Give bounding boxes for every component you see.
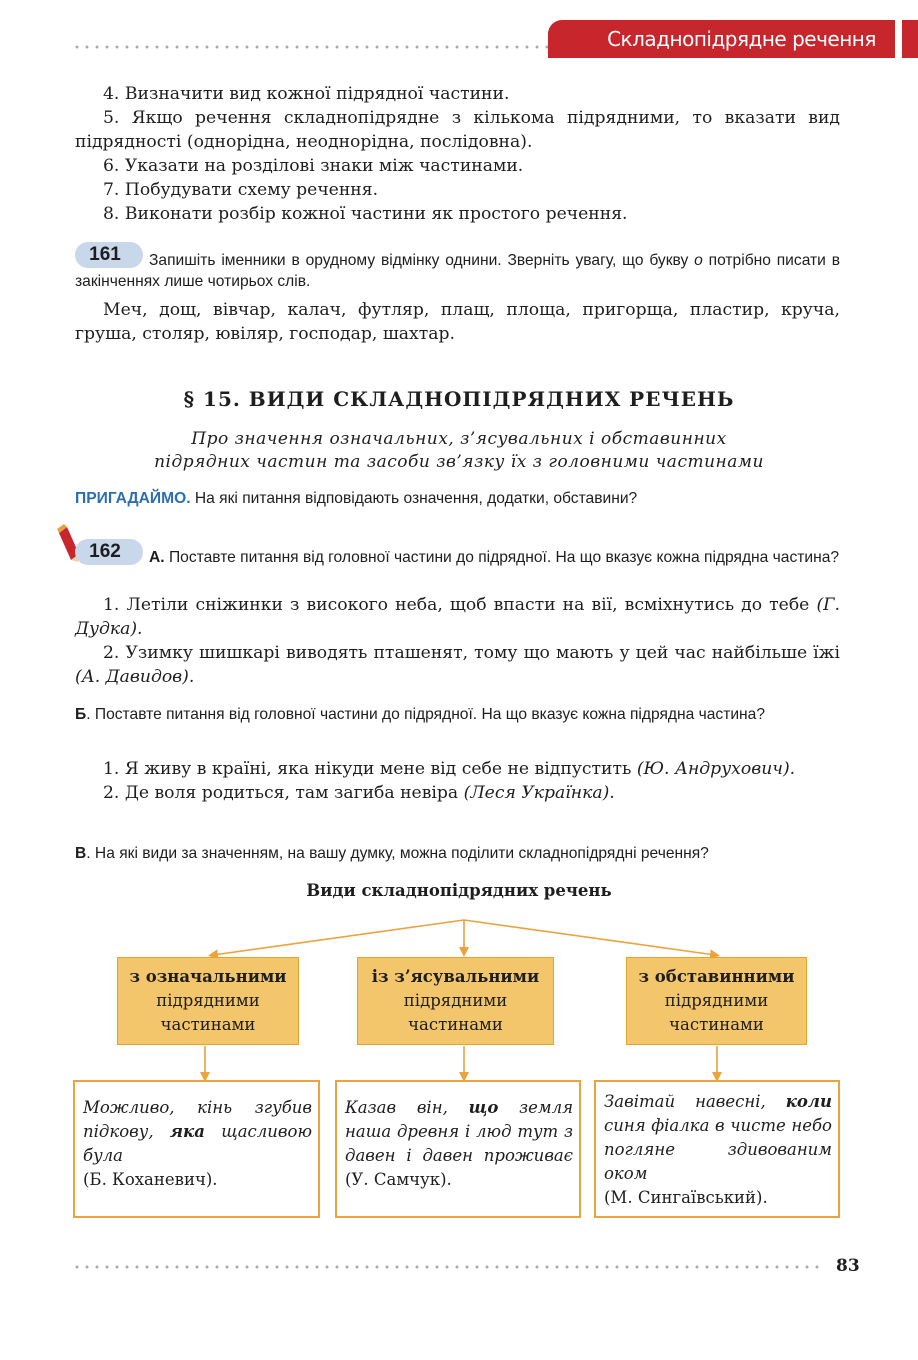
subtitle-line: Про значення означальних, з’ясувальних і обставинних	[191, 429, 727, 449]
page-number: 83	[836, 1256, 860, 1276]
category-box-adverbial: з обставинними підрядними частинами	[626, 957, 807, 1045]
step-item: 7. Побудувати схему речення.	[103, 180, 379, 200]
example-sentence: 2. Де воля родиться, там загиба невіра (Леся Українка).	[103, 783, 615, 803]
part-a-instruction: Поставте питання від головної частини до підрядної. На що вказує кожна підрядна частина?	[168, 549, 840, 566]
example-author: (М. Сингаївський).	[604, 1188, 768, 1207]
category-box-attributive: з означальними підрядними частинами	[117, 957, 299, 1045]
part-c-instruction: . На які види за значенням, на вашу думку, можна поділити складнопідрядні речення?	[86, 845, 709, 862]
conjunction: коли	[785, 1092, 832, 1111]
sentence-author: (А. Давидов).	[75, 667, 195, 687]
footer-dotted-rule	[72, 1265, 824, 1269]
conjunction: що	[468, 1098, 499, 1117]
example-sentence: 1. Летіли сніжинки з високого неба, щоб впасти на вії, всміхнутись до тебе (Г. Дудка).	[75, 595, 840, 639]
recall-question: На які питання відповідають означення, додатки, обставини?	[194, 490, 638, 507]
recall-keyword: ПРИГАДАЙМО.	[75, 490, 191, 507]
example-sentence: 2. Узимку шишкарі виводять пташенят, тому що мають у цей час найбільше їжі (А. Давидов).	[75, 643, 840, 687]
part-a-label: А.	[149, 549, 165, 566]
task-letter: о	[694, 252, 703, 269]
part-c-label: В	[75, 845, 87, 862]
step-item: 6. Указати на розділові знаки між частинами.	[103, 156, 524, 176]
part-b-label: Б	[75, 706, 87, 723]
example-author: (У. Самчук).	[345, 1170, 452, 1189]
header-title: Складнопідрядне речення	[607, 27, 876, 51]
sentence-author: (Г. Дудка).	[75, 595, 840, 639]
diagram-title: Види складнопідрядних речень	[306, 881, 612, 900]
section-title: § 15. ВИДИ СКЛАДНОПІДРЯДНИХ РЕЧЕНЬ	[183, 387, 735, 411]
example-sentence: 1. Я живу в країні, яка нікуди мене від себе не відпустить (Ю. Андрухович).	[103, 759, 796, 779]
task-instruction: Запишіть іменники в орудному відмінку однини. Зверніть увагу, що букву	[149, 252, 695, 269]
category-box-explanatory: із з’ясувальними підрядними частинами	[357, 957, 554, 1045]
step-item: 8. Виконати розбір кожної частини як простого речення.	[103, 204, 628, 224]
task-instruction-cont: потрібно писати в закінченнях лише чотирьох слів.	[75, 252, 840, 290]
example-box-explanatory: Казав він, що земля наша древня і люд тут з давен і давен проживає (У. Самчук).	[335, 1080, 581, 1218]
step-item: 4. Визначити вид кожної підрядної частини.	[103, 84, 510, 104]
part-b-instruction: . Поставте питання від головної частини до підрядної. На що вказує кожна підрядна частина?	[86, 706, 766, 723]
example-box-adverbial: Завітай навесні, коли синя фіалка в чисте небо погляне здивованим оком (М. Сингаївський).	[594, 1080, 840, 1218]
task-number: 161	[89, 244, 121, 265]
task-number: 162	[89, 541, 121, 562]
connector-right	[464, 920, 715, 955]
example-author: (Б. Коханевич).	[83, 1170, 218, 1189]
example-box-attributive: Можливо, кінь згубив підкову, яка щасливою була (Б. Коханевич).	[73, 1080, 320, 1218]
sentence-author: (Ю. Андрухович).	[636, 759, 796, 779]
step-item: 5. Якщо речення складнопідрядне з кількома підрядними, то вказати вид підрядності (однорідна, неоднорідна, послідовна).	[75, 108, 840, 152]
connector-left	[213, 920, 464, 955]
word-list: Меч, дощ, вівчар, калач, футляр, плащ, площа, пригорща, пластир, круча, груша, столяр, ювіляр, господар, шахтар.	[75, 300, 840, 344]
conjunction: яка	[169, 1122, 205, 1141]
sentence-author: (Леся Українка).	[463, 783, 615, 803]
subtitle-line: підрядних частин та засоби зв’язку їх з головними частинами	[154, 452, 764, 472]
